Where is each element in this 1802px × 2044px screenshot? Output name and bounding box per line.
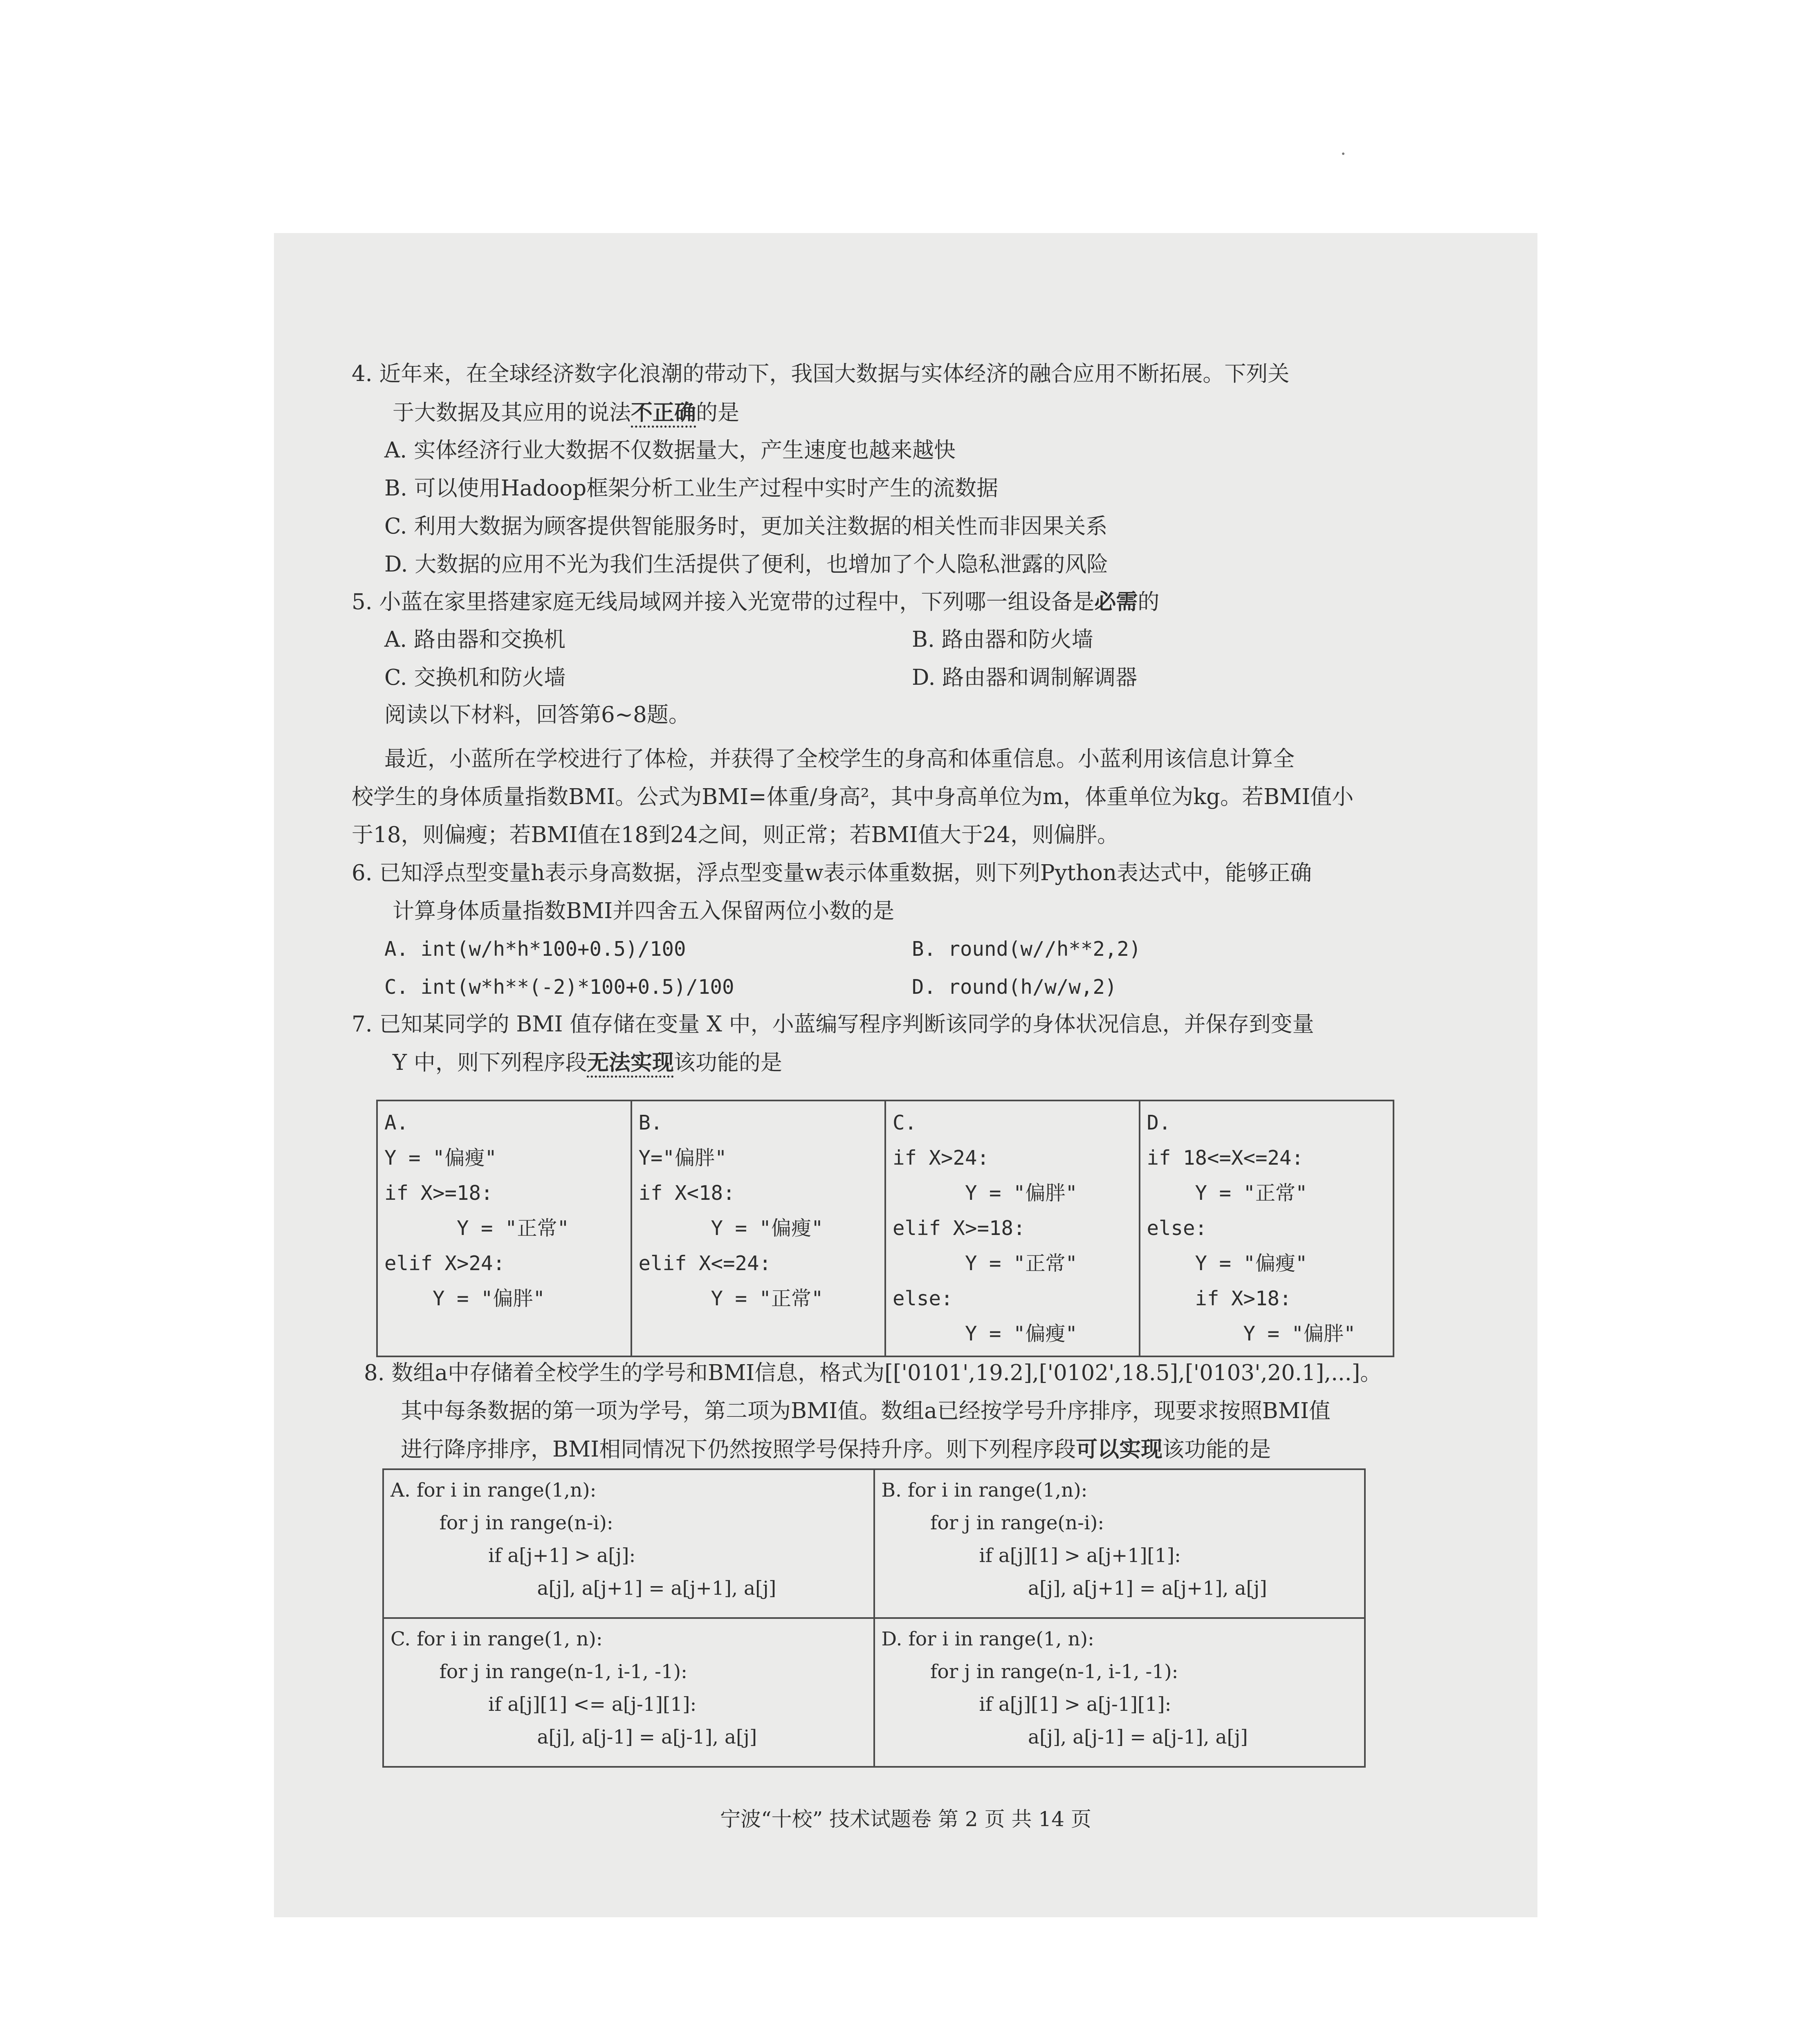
code-line: Y = "偏瘦"	[893, 1322, 1078, 1345]
code-line: B. for i in range(1,n):	[881, 1479, 1088, 1502]
code-line: Y = "偏胖"	[1147, 1322, 1356, 1345]
code-line: if X>18:	[1147, 1287, 1292, 1310]
q6-option-b: B. round(w//h**2,2)	[912, 937, 1141, 961]
q7-stem-emphasis: 无法实现	[587, 1050, 674, 1075]
q8-cell-d	[874, 1618, 1365, 1767]
q5-option-a: A. 路由器和交换机	[384, 627, 566, 652]
q8-stem-post: 该功能的是	[1162, 1437, 1271, 1462]
code-line: Y = "正常"	[638, 1287, 824, 1310]
code-line: Y = "正常"	[1147, 1181, 1308, 1205]
code-line: for j in range(n-1, i-1, -1):	[390, 1661, 687, 1683]
q8-cell-a	[383, 1469, 874, 1618]
code-line: a[j], a[j+1] = a[j+1], a[j]	[881, 1577, 1267, 1600]
q4-stem-pre: 于大数据及其应用的说法	[393, 400, 631, 425]
q8-stem-emphasis: 可以实现	[1076, 1437, 1163, 1462]
code-line: elif X>=18:	[893, 1217, 1026, 1240]
code-line: for j in range(n-i):	[881, 1512, 1104, 1534]
q6-option-d: D. round(h/w/w,2)	[912, 975, 1117, 999]
material-line2: 校学生的身体质量指数BMI。公式为BMI=体重/身高²，其中身高单位为m，体重单位为kg。若BMI值小	[352, 784, 1354, 809]
code-line: Y = "正常"	[384, 1217, 570, 1240]
q5-stem-emphasis: 必需	[1094, 589, 1138, 614]
q8-stem-line2: 其中每条数据的第一项为学号，第二项为BMI值。数组a已经按学号升序排序，现要求按照BMI值	[401, 1399, 1331, 1423]
q7-stem-pre: Y 中，则下列程序段	[393, 1050, 587, 1075]
q8-code-table	[382, 1468, 1366, 1768]
code-line: Y="偏胖"	[638, 1146, 727, 1170]
code-line: Y = "偏瘦"	[384, 1146, 497, 1170]
q7-cell-b	[631, 1100, 886, 1356]
q7-code-table	[376, 1100, 1394, 1357]
material-intro: 阅读以下材料，回答第6~8题。	[384, 702, 690, 727]
code-line: C.	[893, 1111, 917, 1134]
code-line: Y = "偏瘦"	[638, 1217, 824, 1240]
q4-option-a: A. 实体经济行业大数据不仅数据量大，产生速度也越来越快	[384, 438, 956, 463]
code-line: a[j], a[j-1] = a[j-1], a[j]	[390, 1726, 757, 1748]
code-line: elif X<=24:	[638, 1252, 772, 1275]
code-line: D. for i in range(1, n):	[881, 1628, 1094, 1650]
q7-cell-c	[885, 1100, 1140, 1356]
code-line: B.	[638, 1111, 663, 1134]
q7-cell-a	[377, 1100, 631, 1356]
code-line: if a[j][1] > a[j+1][1]:	[881, 1544, 1181, 1567]
code-line: Y = "偏胖"	[384, 1287, 545, 1310]
q5-option-b: B. 路由器和防火墙	[912, 627, 1093, 652]
code-line: A.	[384, 1111, 409, 1134]
code-line: Y = "偏胖"	[893, 1181, 1078, 1205]
code-line: A. for i in range(1,n):	[390, 1479, 597, 1502]
code-line: for j in range(n-i):	[390, 1512, 613, 1534]
code-line: D.	[1147, 1111, 1171, 1134]
q7-stem-line2	[393, 1049, 782, 1076]
q5-stem-pre: 5. 小蓝在家里搭建家庭无线局域网并接入光宽带的过程中，下列哪一组设备是	[352, 589, 1095, 614]
code-line: C. for i in range(1, n):	[390, 1628, 603, 1650]
code-line: if 18<=X<=24:	[1147, 1146, 1304, 1170]
q5-option-d: D. 路由器和调制解调器	[912, 665, 1138, 690]
q8-cell-b	[874, 1469, 1365, 1618]
code-line: if X>=18:	[384, 1181, 493, 1205]
q4-stem-line1: 4. 近年来，在全球经济数字化浪潮的带动下，我国大数据与实体经济的融合应用不断拓展。下列关	[352, 361, 1290, 386]
q4-option-b: B. 可以使用Hadoop框架分析工业生产过程中实时产生的流数据	[384, 476, 999, 501]
q8-stem-pre: 进行降序排序，BMI相同情况下仍然按照学号保持升序。则下列程序段	[401, 1437, 1076, 1462]
q7-cell-d	[1140, 1100, 1394, 1356]
code-line: a[j], a[j-1] = a[j-1], a[j]	[881, 1726, 1248, 1748]
code-line: a[j], a[j+1] = a[j+1], a[j]	[390, 1577, 776, 1600]
q7-stem-post: 该功能的是	[673, 1050, 782, 1075]
q4-stem-line2	[393, 399, 739, 426]
code-line: if X>24:	[893, 1146, 990, 1170]
exam-page	[274, 233, 1537, 1917]
q8-cell-c	[383, 1618, 874, 1767]
code-line: else:	[1147, 1217, 1207, 1240]
q6-option-a: A. int(w/h*h*100+0.5)/100	[384, 937, 686, 961]
q4-option-c: C. 利用大数据为顾客提供智能服务时，更加关注数据的相关性而非因果关系	[384, 514, 1108, 539]
material-line1: 最近，小蓝所在学校进行了体检，并获得了全校学生的身高和体重信息。小蓝利用该信息计算全	[384, 746, 1295, 771]
q4-stem-emphasis: 不正确	[631, 400, 696, 425]
q8-stem-line3	[401, 1436, 1271, 1463]
q8-stem-line1: 8. 数组a中存储着全校学生的学号和BMI信息，格式为[['0101',19.2],['0102',18.5],['0103',20.1],...]。	[364, 1360, 1382, 1385]
page-footer: 宁波“十校” 技术试题卷 第 2 页 共 14 页	[720, 1807, 1091, 1831]
q7-stem-line1: 7. 已知某同学的 BMI 值存储在变量 X 中，小蓝编写程序判断该同学的身体状况信息，并保存到变量	[352, 1012, 1314, 1037]
q6-option-c: C. int(w*h**(-2)*100+0.5)/100	[384, 975, 734, 999]
material-line3: 于18，则偏瘦；若BMI值在18到24之间，则正常；若BMI值大于24，则偏胖。	[352, 823, 1119, 847]
q4-stem-post: 的是	[696, 400, 739, 425]
q4-option-d: D. 大数据的应用不光为我们生活提供了便利，也增加了个人隐私泄露的风险	[384, 552, 1109, 577]
code-line: Y = "正常"	[893, 1252, 1078, 1275]
q5-stem-post: 的	[1138, 589, 1160, 614]
code-line: if a[j][1] > a[j-1][1]:	[881, 1693, 1171, 1716]
code-line: if a[j][1] <= a[j-1][1]:	[390, 1693, 697, 1716]
q5-stem	[352, 589, 1159, 615]
code-line: else:	[893, 1287, 953, 1310]
code-line: if a[j+1] > a[j]:	[390, 1544, 636, 1567]
code-line: Y = "偏瘦"	[1147, 1252, 1308, 1275]
code-line: if X<18:	[638, 1181, 735, 1205]
code-line: elif X>24:	[384, 1252, 505, 1275]
code-line: for j in range(n-1, i-1, -1):	[881, 1661, 1178, 1683]
page-mark	[1342, 152, 1344, 155]
q6-stem-line1: 6. 已知浮点型变量h表示身高数据，浮点型变量w表示体重数据，则下列Python表达式中，能够正确	[352, 861, 1312, 885]
q5-option-c: C. 交换机和防火墙	[384, 665, 566, 690]
q6-stem-line2: 计算身体质量指数BMI并四舍五入保留两位小数的是	[393, 899, 895, 923]
